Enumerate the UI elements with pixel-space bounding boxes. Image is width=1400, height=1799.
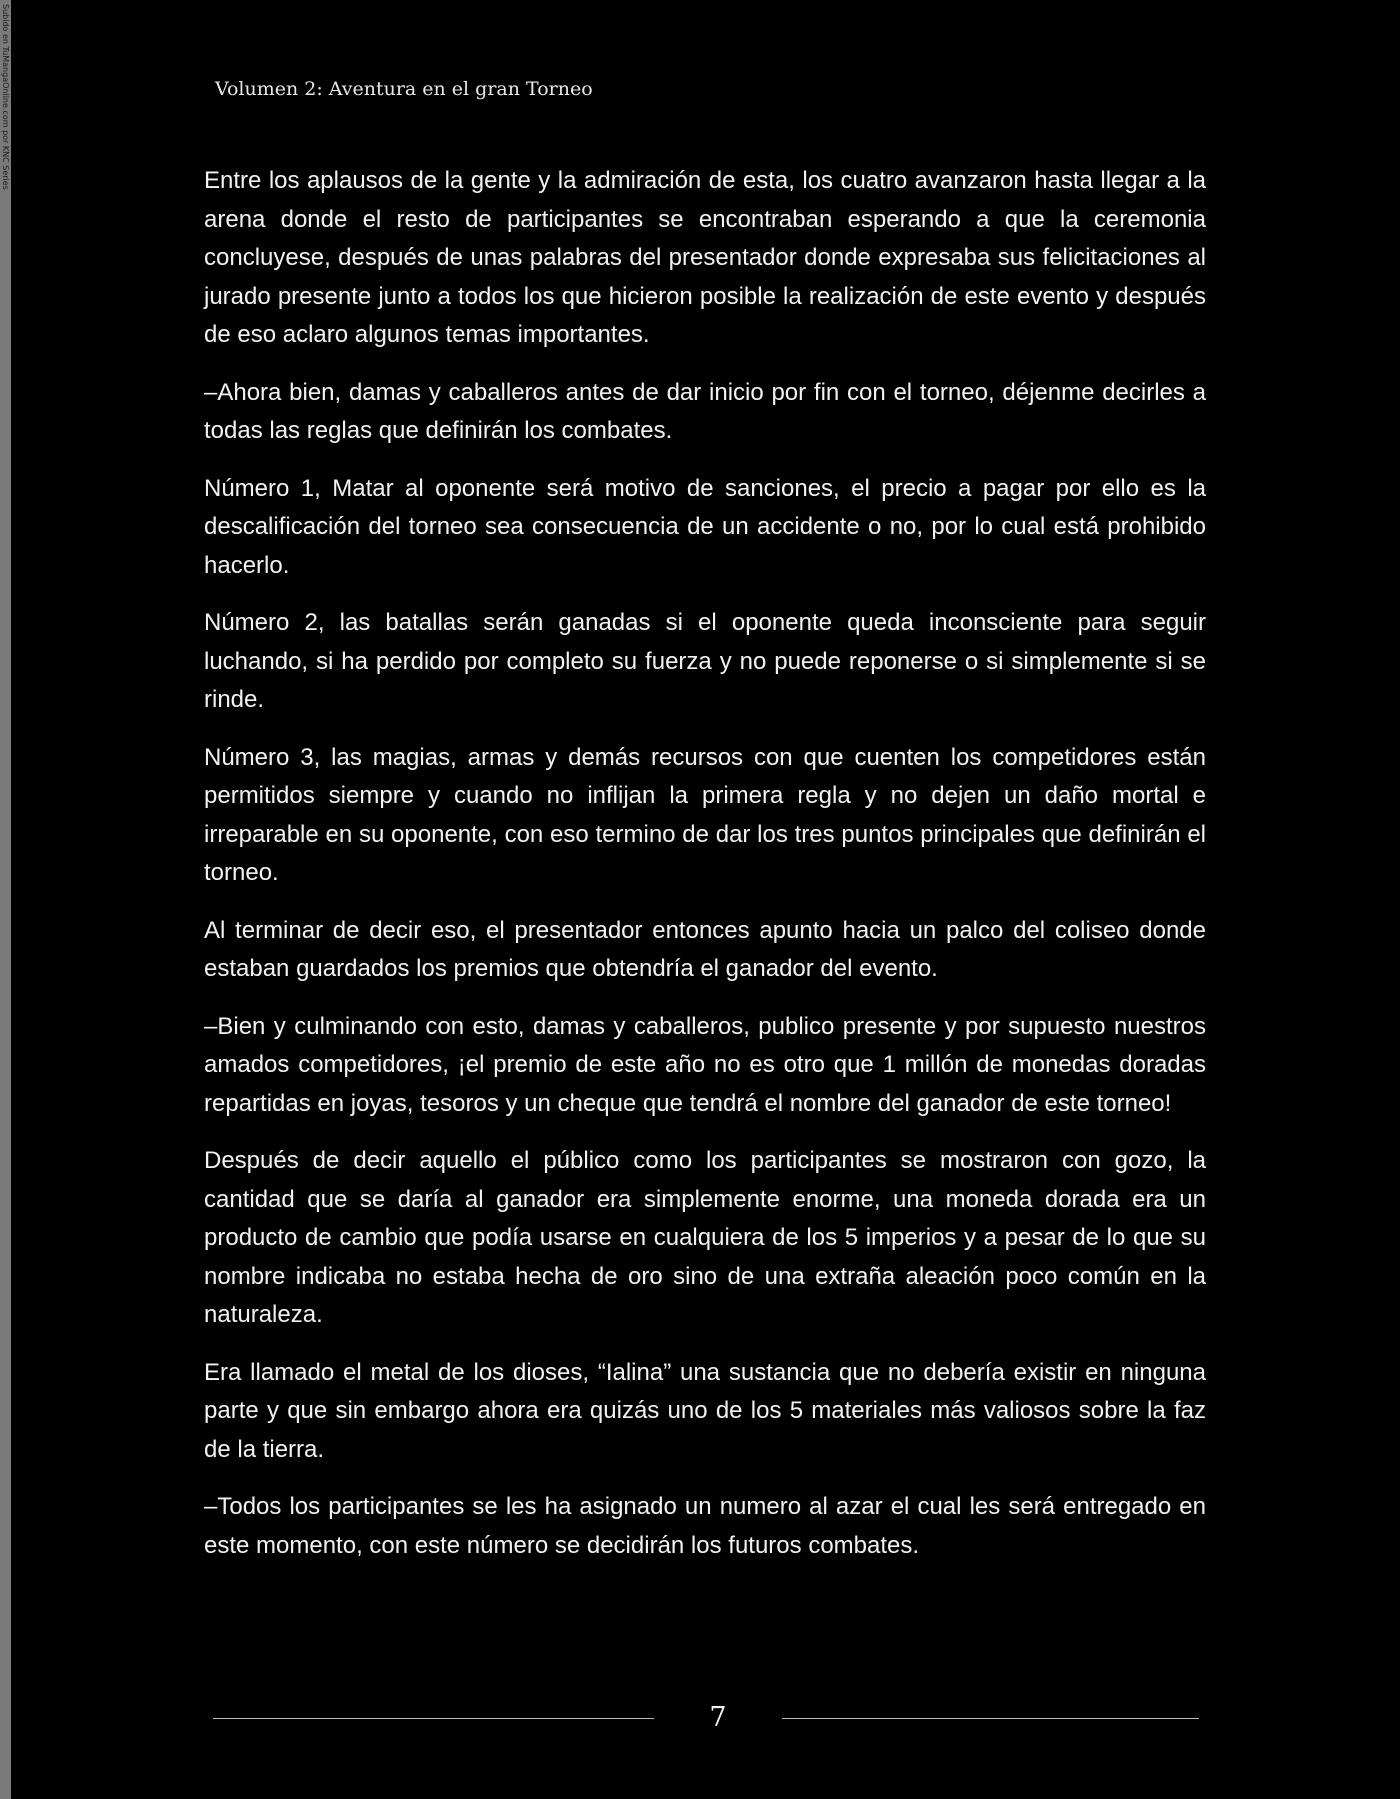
- paragraph: Era llamado el metal de los dioses, “Ialina” una sustancia que no debería existir en ninguna parte y que sin embargo ahora era quizás uno de los 5 materiales más valiosos sobre la faz de la tierra.: [204, 1358, 1206, 1463]
- side-watermark-text: Subido en TuMangaOnline.com por KNC Series: [1, 4, 10, 190]
- paragraph: Entre los aplausos de la gente y la admiración de esta, los cuatro avanzaron hasta llegar a la arena donde el resto de participantes se encontraban esperando a que la ceremonia concluyese, después de unas palabras del presentador donde expresaba sus felicitaciones al jurado presente junto a todos los que hicieron posible la realización de este evento y después de eso aclaro algunos temas importantes.: [204, 167, 1206, 348]
- paragraph: Número 1, Matar al oponente será motivo de sanciones, el precio a pagar por ello es la descalificación del torneo sea consecuencia de un accidente o no, por lo cual está prohibido hacerlo.: [204, 474, 1206, 579]
- paragraph: Al terminar de decir eso, el presentador entonces apunto hacia un palco del coliseo donde estaban guardados los premios que obtendría el ganador del evento.: [204, 916, 1206, 982]
- paragraph: Después de decir aquello el público como los participantes se mostraron con gozo, la cantidad que se daría al ganador era simplemente enorme, una moneda dorada era un producto de cambio que podía usarse en cualquiera de los 5 imperios y a pesar de lo que su nombre indicaba no estaba hecha de oro sino de una extraña aleación poco común en la naturaleza.: [204, 1147, 1206, 1328]
- paragraph: Número 2, las batallas serán ganadas si el oponente queda inconsciente para seguir luchando, si ha perdido por completo su fuerza y no puede reponerse o si simplemente si se rinde.: [204, 609, 1206, 713]
- paragraph: Número 3, las magias, armas y demás recursos con que cuenten los competidores están permitidos siempre y cuando no inflijan la primera regla y no dejen un daño mortal e irreparable en su oponente, con eso termino de dar los tres puntos principales que definirán el torneo.: [204, 743, 1206, 886]
- running-header-title: Volumen 2: Aventura en el gran Torneo: [215, 78, 593, 100]
- page-number: 7: [709, 1702, 727, 1733]
- paragraph: –Ahora bien, damas y caballeros antes de dar inicio por fin con el torneo, déjenme decirles a todas las reglas que definirán los combates.: [204, 378, 1206, 444]
- footer-rule-left: [213, 1718, 654, 1719]
- side-watermark-strip: [0, 0, 11, 1799]
- footer-rule-right: [782, 1718, 1199, 1719]
- body-text: [204, 162, 1206, 1584]
- paragraph: –Bien y culminando con esto, damas y caballeros, publico presente y por supuesto nuestros amados competidores, ¡el premio de este año no es otro que 1 millón de monedas doradas repartidas en joyas, tesoros y un cheque que tendrá el nombre del ganador de este torneo!: [204, 1012, 1206, 1117]
- paragraph: –Todos los participantes se les ha asignado un numero al azar el cual les será entregado en este momento, con este número se decidirán los futuros combates.: [204, 1493, 1206, 1559]
